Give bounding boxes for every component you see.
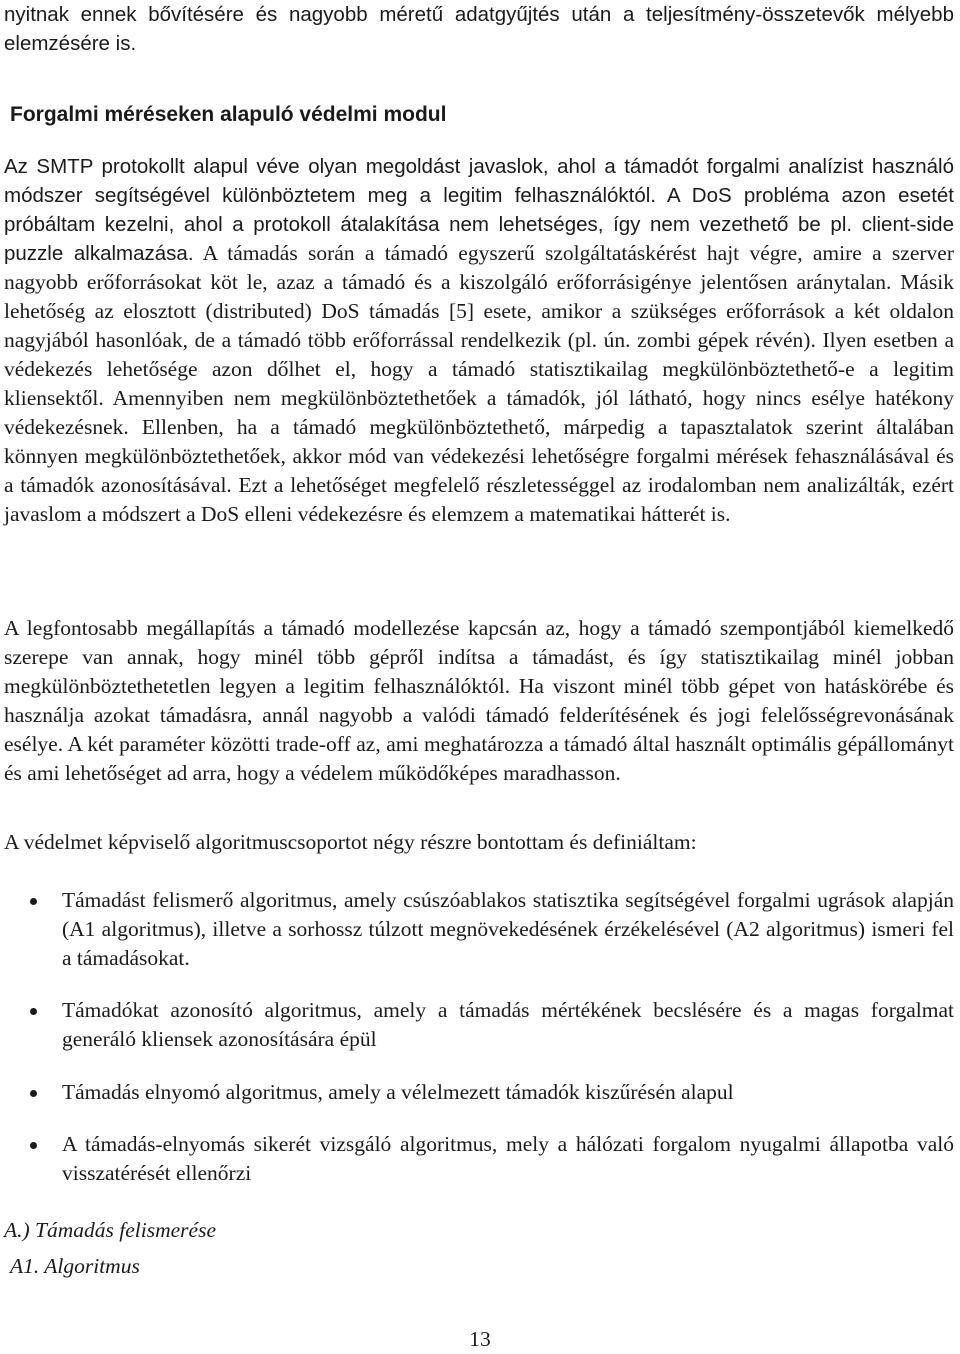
subsubsection-heading: A1. Algoritmus bbox=[10, 1254, 140, 1278]
paragraph-attacker-model: A legfontosabb megállapítás a támadó modellezése kapcsán az, hogy a támadó szempontjából kiemelkedő szerepe van annak, hogy minél több gépről indítsa a támadást, és így statisztikailag minél jobban megkülönböztethetetlen legyen a legitim felhasználóktól. Ha viszont minél több gépet von hatáskörébe és használja azokat támadásra, annál nagyobb a valódi támadó felderítésének és jogi felelősségrevonásának esélye. A két paraméter közötti trade-off az, ami meghatározza a támadó által használt optimális gépállományt és ami lehetőséget ad arra, hogy a védelem működőképes maradhasson. bbox=[4, 616, 954, 785]
page-number: 13 bbox=[469, 1327, 491, 1351]
bullet-icon bbox=[30, 1008, 37, 1015]
bullet-list-3 bbox=[4, 1078, 954, 1107]
paragraph-serif-part: A támadás során a támadó egyszerű szolgáltatáskérést hajt végre, amire a szerver nagyobb erőforrásokat köt le, azaz a támadó és a kiszolgáló erőforrásigénye jelentősen aránytalan. Másik lehetőség az elosztott (distributed) DoS támadás [5] esete, amikor a szükséges erőforrások a két oldalon nagyjából hasonlóak, de a támadó több erőforrással rendelkezik (pl. ún. zombi gépek révén). Ilyen esetben a védekezés lehetősége azon dőlhet el, hogy a támadó statisztikailag megkülönböztethető-e a legitim kliensektől. Amennyiben nem megkülönböztethetőek a támadók, jól látható, hogy nincs esélye hatékony védekezésnek. Ellenben, ha a támadó megkülönböztethető, márpedig a tapasztalatok szerint általában könnyen megkülönböztethetőek, akkor mód van védekezési lehetőségre forgalmi mérések fehasználásával és a támadók azonosításával. Ezt a lehetőséget megfelelő részletességgel az irodalomban nem analizálták, ezért javaslom a módszert a DoS elleni védekezésre és elemzem a matematikai hátterét is. bbox=[4, 241, 955, 526]
bullet-list-4 bbox=[4, 1130, 954, 1188]
intro-paragraph: nyitnak ennek bővítésére és nagyobb méretű adatgyűjtés után a teljesítmény-összetevők mélyebb elemzésére is. bbox=[4, 3, 954, 55]
section-heading: Forgalmi méréseken alapuló védelmi modul bbox=[10, 103, 447, 126]
bullet-icon bbox=[30, 1142, 37, 1149]
bullet-list-2 bbox=[4, 996, 954, 1054]
list-item: Támadás elnyomó algoritmus, amely a vélelmezett támadók kiszűrésén alapul bbox=[4, 1078, 954, 1107]
bullet-list-1 bbox=[4, 886, 954, 973]
bullet-icon bbox=[30, 1090, 37, 1097]
list-item: Támadókat azonosító algoritmus, amely a támadás mértékének becslésére és a magas forgalmat generáló kliensek azonosítására épül bbox=[4, 996, 954, 1054]
paragraph-algorithm-groups: A védelmet képviselő algoritmuscsoportot négy részre bontottam és definiáltam: bbox=[4, 830, 697, 854]
bullet-icon bbox=[30, 898, 37, 905]
paragraph-sans-part: Az SMTP protokollt alapul véve olyan megoldást javaslok, ahol a támadót forgalmi analízist használó módszer segítségével különböztetem meg a legitim felhasználóktól. A DoS probléma azon esetét próbáltam kezelni, ahol a protokoll átalakítása nem lehetséges, így nem vezethető be pl. client-side puzzle alkalmazása. bbox=[4, 155, 954, 265]
paragraph-defense-module bbox=[4, 152, 954, 529]
subsection-heading: A.) Támadás felismerése bbox=[4, 1218, 216, 1242]
list-item: Támadást felismerő algoritmus, amely csúszóablakos statisztika segítségével forgalmi ugrások alapján (A1 algoritmus), illetve a sorhossz túlzott megnövekedésének érzékelésével (A2 algoritmus) ismeri fel a támadásokat. bbox=[4, 886, 954, 973]
list-item: A támadás-elnyomás sikerét vizsgáló algoritmus, mely a hálózati forgalom nyugalmi állapotba való visszatérését ellenőrzi bbox=[4, 1130, 954, 1188]
